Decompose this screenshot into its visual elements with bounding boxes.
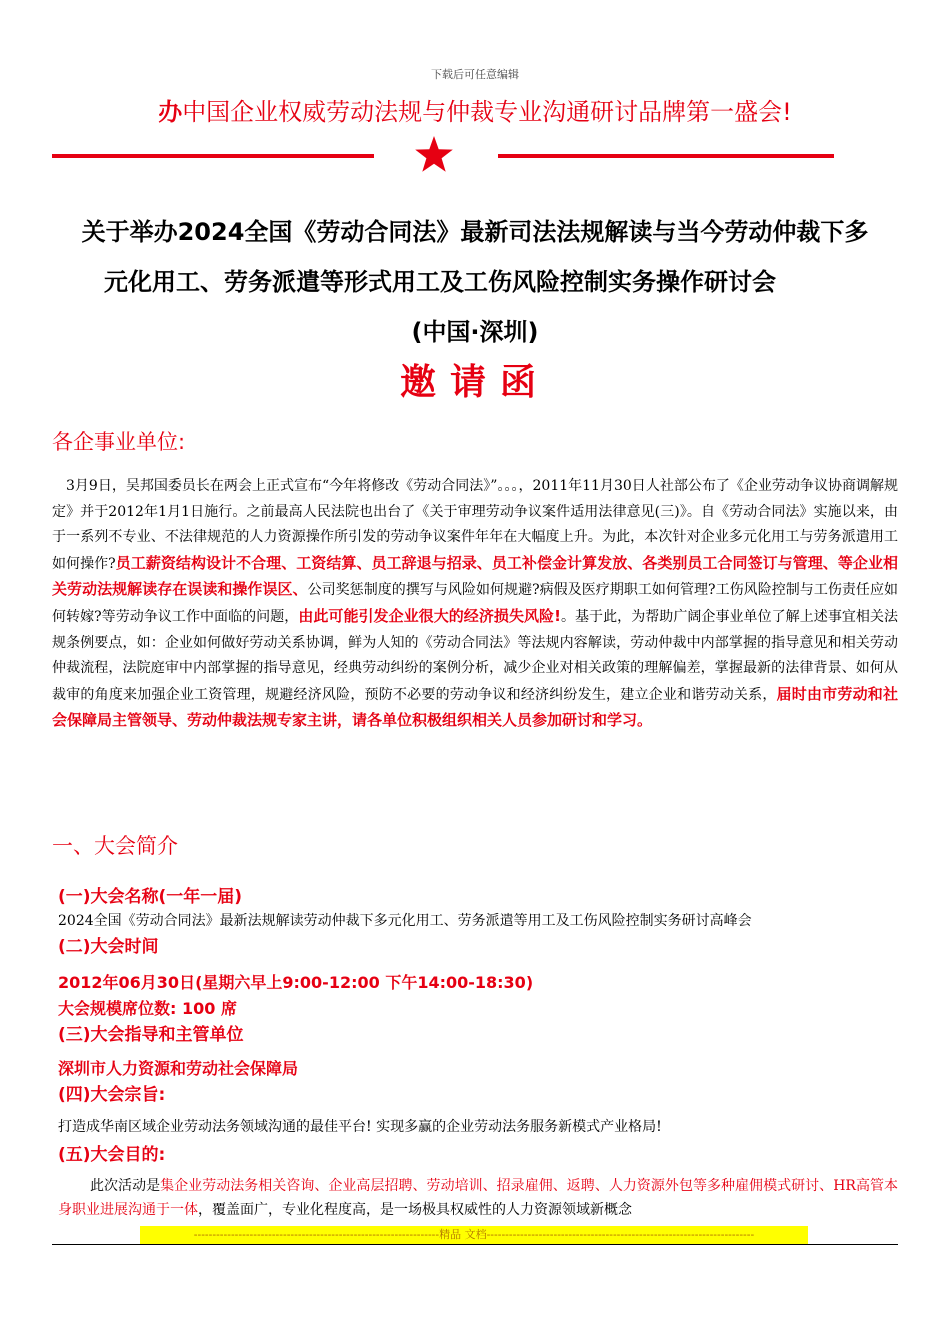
left-divider: [52, 154, 374, 158]
host-organization: 深圳市人力资源和劳动社会保障局: [58, 1059, 299, 1078]
conference-seats: 大会规模席位数: 100 席: [58, 999, 237, 1018]
intro-highlight-3: 届时由市劳动和社会保障局主管领导、劳动仲裁法规专家主讲，请各单位积极组织相关人员参加研讨和学习。: [52, 684, 898, 730]
title-line-1: 关于举办2024全国《劳动合同法》最新司法法规解读与当今劳动仲裁下多: [81, 218, 869, 246]
top-note: 下载后可任意编辑: [431, 68, 519, 81]
star-icon: [414, 134, 454, 174]
footer-banner: ------------------------------------------------------------------精品 文档------------------------------------------------------------------------: [140, 1226, 808, 1244]
goal-paragraph: [58, 1174, 898, 1222]
slogan: [0, 92, 950, 127]
intro-text-2: 公司奖惩制度的撰写与风险如何规避?病假及医疗期职工如何管理?工伤风险控制与工伤责任应如何转嫁?等劳动争议工作中面临的问题，: [52, 582, 898, 625]
footer-divider: [52, 1244, 898, 1245]
invitation-heading: 邀请函: [399, 362, 550, 403]
right-divider: [498, 154, 834, 158]
slogan-prefix: 办: [158, 98, 183, 126]
subsection-name-title: (一)大会名称(一年一届): [58, 887, 243, 907]
intro-text-1: 3月9日，吴邦国委员长在两会上正式宣布“今年将修改《劳动合同法》”。。。，2011年11月30日人社部公布了《企业劳动争议协商调解规定》并于2012年1月1日施行。之前最高人民法院也出台了《关于审理劳动争议案件适用法律意见(三)》。自《劳动合同法》实施以来，由于一系列不专业、不法律规范的人力资源操作所引发的劳动争议案件年年在大幅度上升。为此，本次针对企业多元化用工与劳务派遣用工如何操作?: [52, 478, 898, 572]
salutation: 各企事业单位:: [52, 430, 186, 454]
intro-highlight-2: 由此可能引发企业很大的经济损失风险!: [298, 606, 561, 625]
title-line-2: 元化用工、劳务派遣等形式用工及工伤风险控制实务操作研讨会: [104, 268, 776, 296]
goal-highlight: 集企业劳动法务相关咨询、企业高层招聘、劳动培训、招录雇佣、返聘、人力资源外包等多种雇佣模式研讨、HR高管本身职业进展沟通于一体: [58, 1178, 899, 1218]
goal-text-2: ，覆盖面广，专业化程度高，是一场极具权威性的人力资源领域新概念: [198, 1202, 632, 1218]
subsection-goal-title: (五)大会目的:: [58, 1145, 166, 1165]
intro-paragraph: [52, 474, 898, 735]
goal-text-1: 此次活动是: [90, 1178, 161, 1194]
subsection-host-title: (三)大会指导和主管单位: [58, 1025, 244, 1045]
subsection-time-title: (二)大会时间: [58, 937, 159, 957]
subsection-purpose-title: (四)大会宗旨:: [58, 1085, 166, 1105]
conference-name: 2024全国《劳动合同法》最新法规解读劳动仲裁下多元化用工、劳务派遣等用工及工伤风险控制实务研讨高峰会: [58, 913, 752, 929]
intro-highlight-1: 员工薪资结构设计不合理、工资结算、员工辞退与招录、员工补偿金计算发放、各类别员工合同签订与管理、等企业相关劳动法规解读存在误读和操作误区、: [52, 553, 898, 599]
intro-text-3: 。基于此，为帮助广阔企事业单位了解上述事宜相关法规条例要点，如：企业如何做好劳动关系协调，鲜为人知的《劳动合同法》等法规内容解读，劳动仲裁中内部掌握的指导意见和相关劳动仲裁流程，法院庭审中内部掌握的指导意见，经典劳动纠纷的案例分析，减少企业对相关政策的理解偏差，掌握最新的法律背景、如何从裁审的角度来加强企业工资管理，规避经济风险，预防不必要的劳动争议和经济纠纷发生，建立企业和谐劳动关系，: [52, 608, 898, 703]
conference-tenet: 打造成华南区域企业劳动法务领域沟通的最佳平台! 实现多赢的企业劳动法务服务新模式产业格局!: [58, 1119, 662, 1135]
title-line-3: (中国·深圳): [411, 318, 539, 346]
conference-time: 2012年06月30日(星期六早上9:00-12:00 下午14:00-18:30): [58, 973, 534, 992]
section-title: 一、大会简介: [52, 834, 178, 858]
slogan-text: 中国企业权威劳动法规与仲裁专业沟通研讨品牌第一盛会!: [182, 98, 792, 126]
